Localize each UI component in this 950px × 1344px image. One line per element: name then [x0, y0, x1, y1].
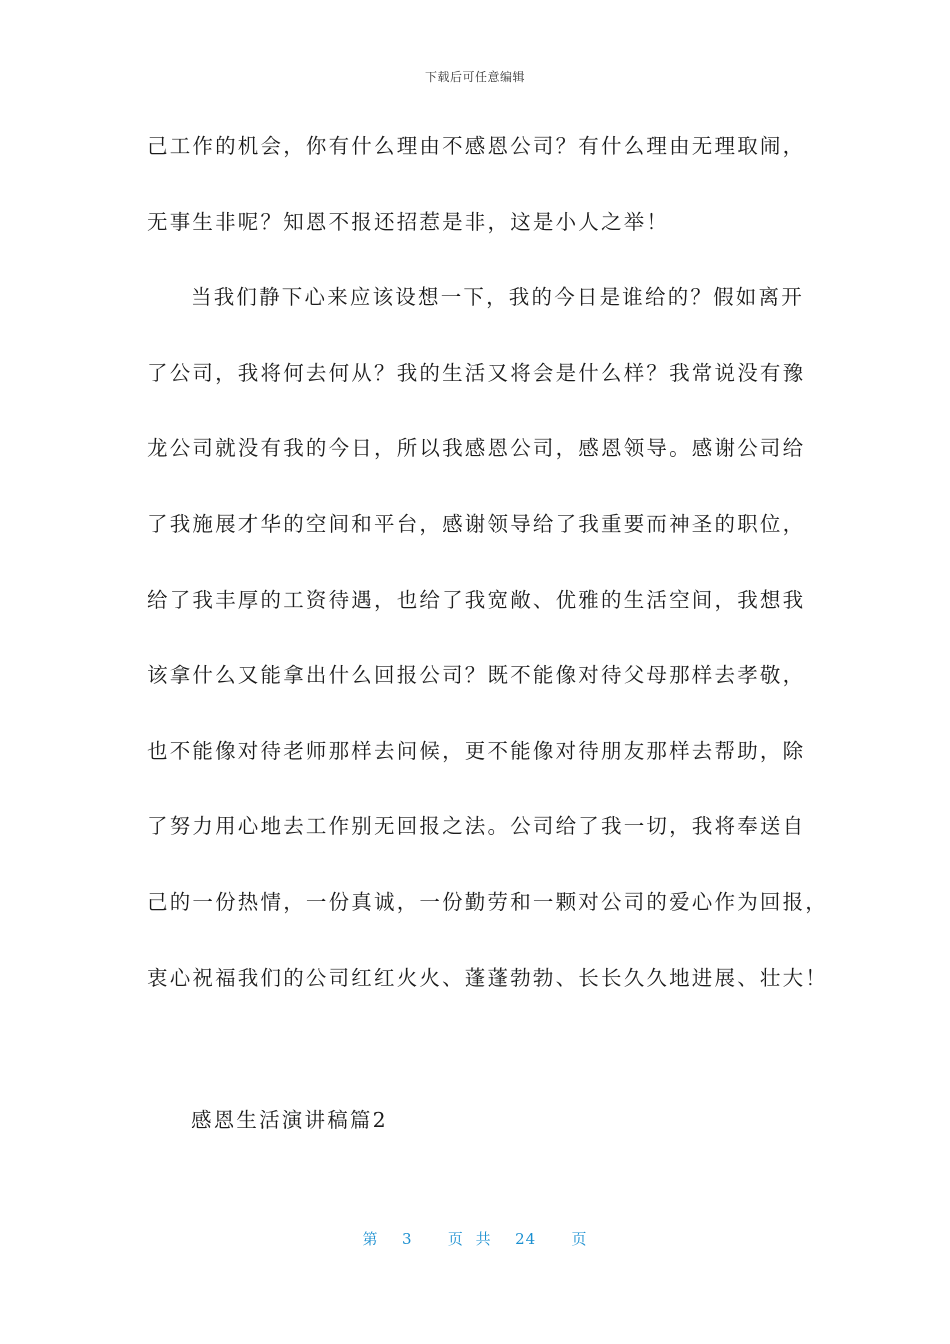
body-line: 也不能像对待老师那样去问候，更不能像对待朋友那样去帮助，除 [147, 738, 806, 763]
page-number-footer: 第 3 页 共 24 页 [362, 1230, 588, 1248]
body-line: 无事生非呢？知恩不报还招惹是非，这是小人之举！ [147, 209, 670, 234]
body-line: 己的一份热情，一份真诚，一份勤劳和一颗对公司的爱心作为回报， [147, 889, 828, 914]
body-line: 该拿什么又能拿出什么回报公司？既不能像对待父母那样去孝敬， [147, 663, 806, 688]
body-line: 了公司，我将何去何从？我的生活又将会是什么样？我常说没有豫 [147, 360, 806, 385]
body-line: 了努力用心地去工作别无回报之法。公司给了我一切，我将奉送自 [147, 814, 806, 839]
document-body [147, 128, 827, 1035]
body-line: 当我们静下心来应该设想一下，我的今日是谁给的？假如离开 [191, 285, 804, 310]
body-line: 己工作的机会，你有什么理由不感恩公司？有什么理由无理取闹， [147, 134, 806, 158]
header-note: 下载后可任意编辑 [424, 70, 525, 84]
section-title: 感恩生活演讲稿篇2 [191, 1108, 388, 1132]
body-line: 龙公司就没有我的今日，所以我感恩公司，感恩领导。感谢公司给 [147, 436, 806, 461]
body-line: 衷心祝福我们的公司红红火火、蓬蓬勃勃、长长久久地进展、壮大！ [147, 965, 828, 990]
body-line: 给了我丰厚的工资待遇，也给了我宽敞、优雅的生活空间，我想我 [147, 587, 806, 612]
body-line: 了我施展才华的空间和平台，感谢领导给了我重要而神圣的职位， [147, 511, 806, 536]
